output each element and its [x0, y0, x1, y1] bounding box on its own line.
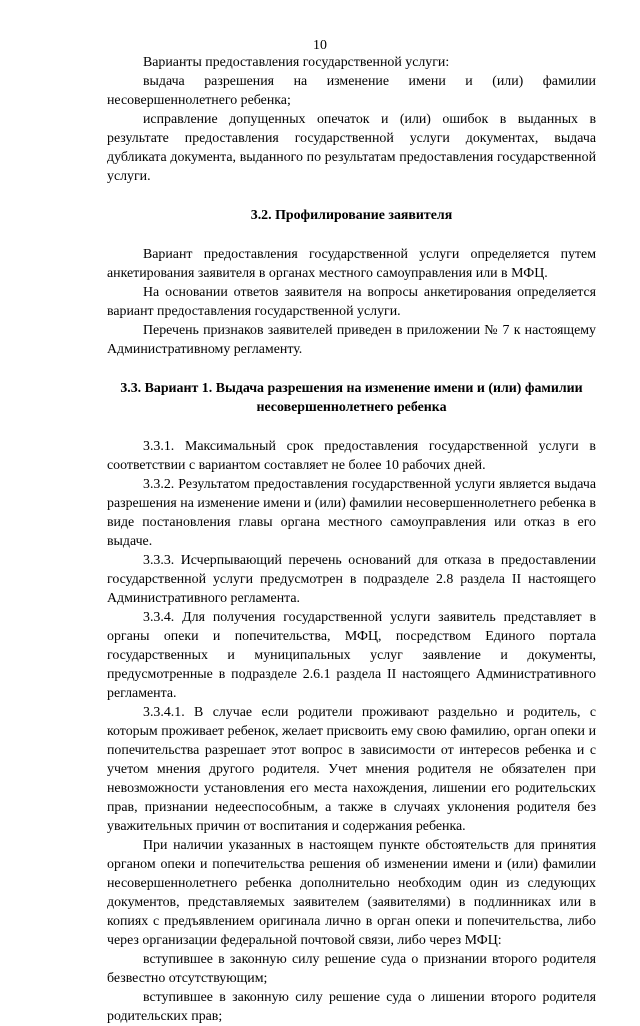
section-3-2-heading: 3.2. Профилирование заявителя: [250, 208, 453, 223]
list-item-missing-parent: вступившее в законную силу решение суда о признании второго родителя безвестно отсутствующим;: [107, 952, 596, 986]
paragraph-3-3-4-1: 3.3.4.1. В случае если родители проживают раздельно и родитель, с которым проживает ребенок, желает присвоить ему свою фамилию, орган опеки и попечительства разрешает этот вопрос в зависимости от интересов ребенка и с учетом мнения другого родителя. Учет мнения родителя не обязателен при невозможности установления его места нахождения, лишении его родительских прав, признании недееспособным, а также в случаях уклонения родителя без уважительных причин от воспитания и содержания ребенка.: [107, 705, 596, 834]
document-body: [107, 53, 596, 1026]
paragraph-circumstances: При наличии указанных в настоящем пункте обстоятельств для принятия органом опеки и попечительства решения об изменении имени и (или) фамилии несовершеннолетнего ребенка дополнительно необходим один из следующих документов, представляемых заявителем (заявителями) в подлинниках или в копиях с предъявлением оригинала лично в орган опеки и попечительства, либо через организации федеральной почтовой связи, либо через МФЦ:: [107, 838, 596, 948]
section-3-2-paragraph-2: На основании ответов заявителя на вопросы анкетирования определяется вариант предоставления государственной услуги.: [107, 285, 596, 319]
section-3-3-heading: 3.3. Вариант 1. Выдача разрешения на изменение имени и (или) фамилии несовершеннолетнего ребенка: [120, 381, 583, 415]
page-number: 10: [313, 38, 327, 53]
list-item-deprived-parent: вступившее в законную силу решение суда о лишении второго родителя родительских прав;: [107, 990, 596, 1024]
options-intro: Варианты предоставления государственной услуги:: [143, 55, 450, 70]
paragraph-3-3-4: 3.3.4. Для получения государственной услуги заявитель представляет в органы опеки и попечительства, МФЦ, посредством Единого портала государственных и муниципальных услуг заявление и документы, предусмотренные в подразделе 2.6.1 раздела II настоящего Административного регламента.: [107, 610, 596, 701]
option-item-corrections: исправление допущенных опечаток и (или) ошибок в выданных в результате предоставления государственной услуги документах, выдача дубликата документа, выданного по результатам предоставления государственной услуги.: [107, 112, 596, 184]
paragraph-3-3-1: 3.3.1. Максимальный срок предоставления государственной услуги в соответствии с вариантом составляет не более 10 рабочих дней.: [107, 439, 596, 473]
paragraph-3-3-3: 3.3.3. Исчерпывающий перечень оснований для отказа в предоставлении государственной услуги предусмотрен в подразделе 2.8 раздела II настоящего Административного регламента.: [107, 553, 596, 606]
option-item-name-change: выдача разрешения на изменение имени и (или) фамилии несовершеннолетнего ребенка;: [107, 74, 596, 108]
section-3-2-paragraph-1: Вариант предоставления государственной услуги определяется путем анкетирования заявителя в органах местного самоуправления или в МФЦ.: [107, 247, 596, 281]
paragraph-3-3-2: 3.3.2. Результатом предоставления государственной услуги является выдача разрешения на изменение имени и (или) фамилии несовершеннолетнего ребенка в виде постановления главы органа местного самоуправления или отказ в его выдаче.: [107, 477, 596, 549]
section-3-2-paragraph-3: Перечень признаков заявителей приведен в приложении № 7 к настоящему Административному регламенту.: [107, 323, 596, 357]
